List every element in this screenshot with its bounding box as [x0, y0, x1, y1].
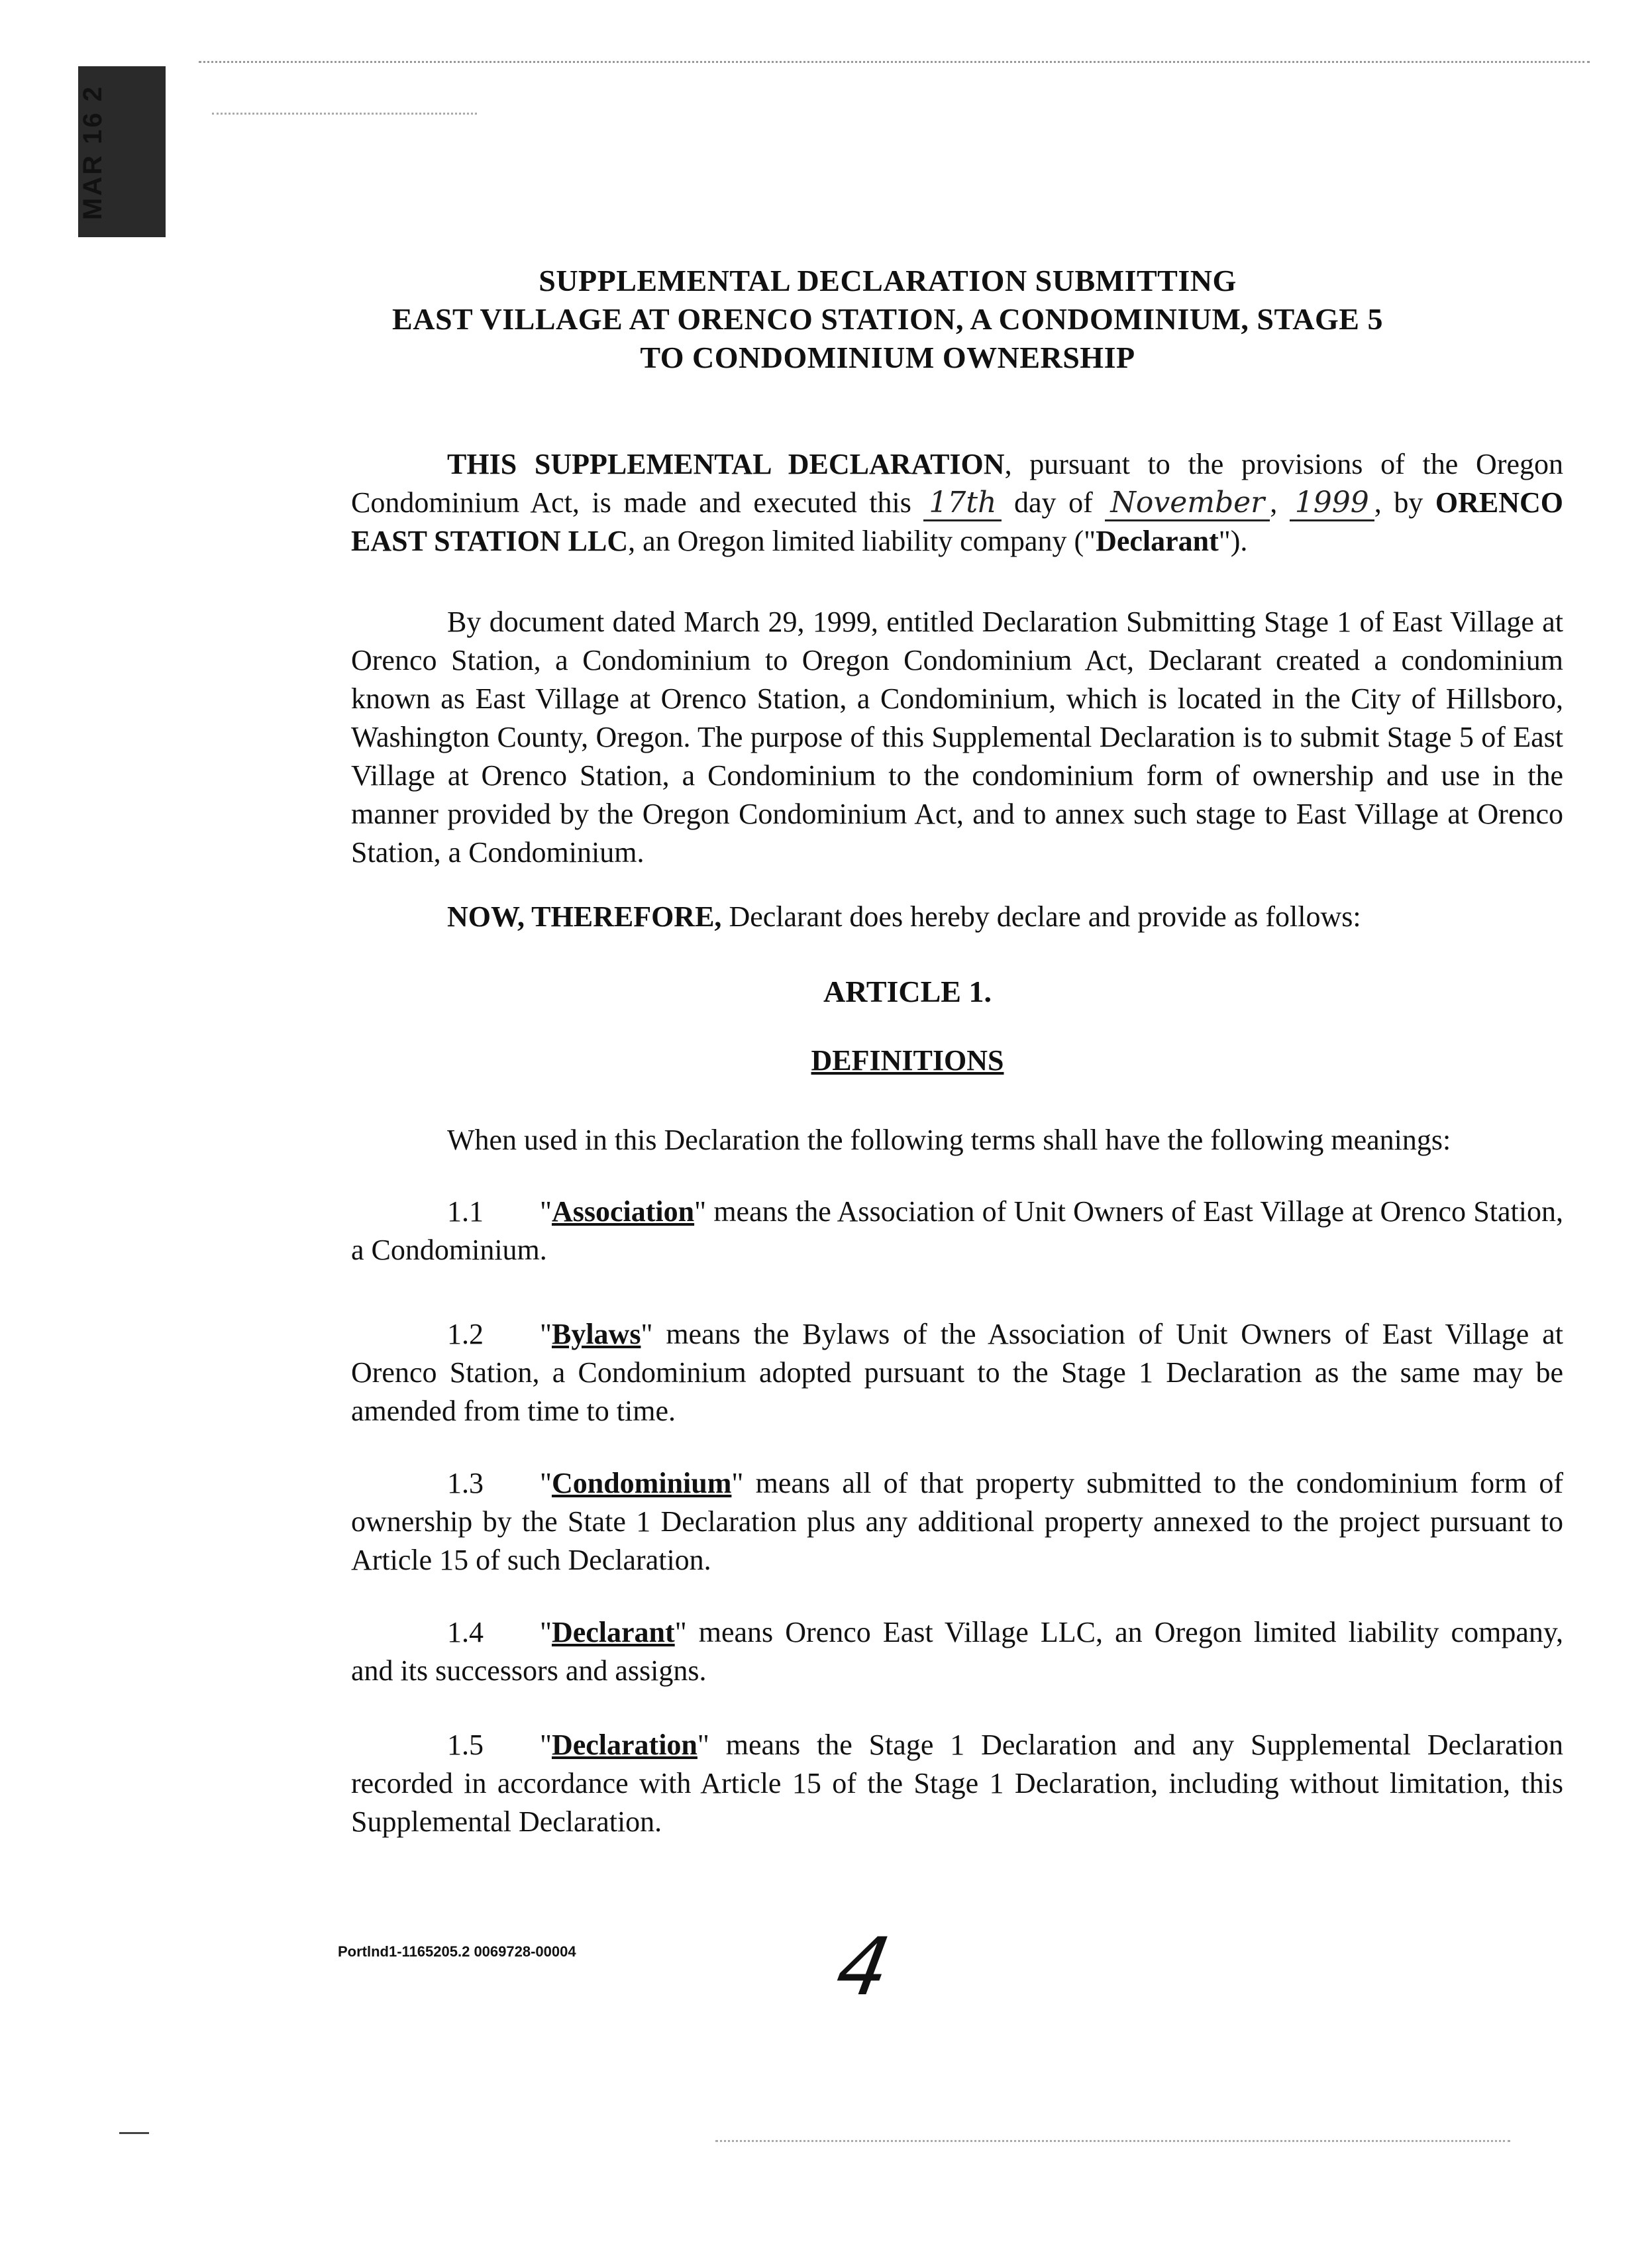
definition-text: " means the Bylaws of the Association of Unit Owners of East Village at Orenco Station, a Condominium adopted pursuant to the Stage 1 Declaration as the same may be amended from time to time.	[351, 1318, 1563, 1427]
title-line-2: EAST VILLAGE AT ORENCO STATION, A CONDOMINIUM, STAGE 5	[392, 302, 1383, 336]
intro-text-3: ,	[1270, 486, 1290, 519]
definition-item: 1.3 "Condominium" means all of that property submitted to the condominium form of ownership by the State 1 Declaration plus any additional property annexed to the project pursuant to Article 15 of such Declaration.	[351, 1464, 1563, 1580]
intro-text-4: , by	[1374, 486, 1435, 519]
intro-text-1: , pursuant to the provisions of the Oregon Condominium Act, is made and executed this	[351, 448, 1563, 519]
handwritten-page-number: 4	[829, 1921, 897, 2013]
declarant-term: Declarant	[1096, 525, 1219, 557]
definition-item: 1.2 "Bylaws" means the Bylaws of the Association of Unit Owners of East Village at Orenco Station, a Condominium adopted pursuant to the Stage 1 Declaration as the same may be amended from time to time.	[351, 1315, 1563, 1430]
definition-number: 1.4	[447, 1616, 484, 1648]
definition-text: " means Orenco East Village LLC, an Oregon limited liability company, and its successors and assigns.	[351, 1616, 1563, 1687]
definition-item: 1.5 "Declaration" means the Stage 1 Declaration and any Supplemental Declaration recorded in accordance with Article 15 of the Stage 1 Declaration, including without limitation, this Supplemental Declaration.	[351, 1726, 1563, 1841]
definition-item: 1.1 "Association" means the Association of Unit Owners of East Village at Orenco Station, a Condominium.	[351, 1193, 1563, 1269]
handwritten-day: 17th	[923, 486, 1002, 521]
scan-artifact-top	[199, 61, 1590, 76]
company-name: ORENCO EAST STATION LLC	[351, 486, 1564, 557]
handwritten-year: 1999	[1290, 486, 1374, 521]
definition-number: 1.5	[447, 1729, 484, 1761]
definition-term: Association	[551, 1195, 695, 1228]
intro-text-2: day of	[1002, 486, 1106, 519]
article-heading: ARTICLE 1.	[823, 975, 992, 1008]
intro-text-5: , an Oregon limited liability company ("	[628, 525, 1096, 557]
definition-term: Bylaws	[551, 1318, 641, 1350]
definition-text: " means the Stage 1 Declaration and any Supplemental Declaration recorded in accordance with Article 15 of the Stage 1 Declaration, including without limitation, this Supplemental Declaration.	[351, 1729, 1563, 1838]
intro-paragraph	[351, 445, 1563, 561]
intro-lead: THIS SUPPLEMENTAL DECLARATION	[447, 448, 1005, 480]
scan-artifact-bottom	[715, 2140, 1510, 2142]
definition-term: Declaration	[551, 1729, 697, 1761]
definition-number: 1.2	[447, 1318, 484, 1350]
intro-text-6: ").	[1218, 525, 1248, 557]
scan-artifact-top-2	[212, 113, 477, 121]
scan-artifact-bottom-left	[119, 2132, 149, 2134]
definition-text: " means the Association of Unit Owners of East Village at Orenco Station, a Condominium.	[351, 1195, 1563, 1266]
title-line-3: TO CONDOMINIUM OWNERSHIP	[640, 341, 1135, 374]
definitions-heading: DEFINITIONS	[811, 1044, 1004, 1077]
definition-item: 1.4 "Declarant" means Orenco East Village LLC, an Oregon limited liability company, and its successors and assigns.	[351, 1613, 1563, 1690]
title-line-1: SUPPLEMENTAL DECLARATION SUBMITTING	[539, 264, 1237, 297]
definition-number: 1.1	[447, 1195, 484, 1228]
background-paragraph: By document dated March 29, 1999, entitled Declaration Submitting Stage 1 of East Village at Orenco Station, a Condominium to Oregon Condominium Act, Declarant created a condominium known as East Village at Orenco Station, a Condominium, which is located in the City of Hillsboro, Washington County, Oregon. The purpose of this Supplemental Declaration is to submit Stage 5 of East Village at Orenco Station, a Condominium to the condominium form of ownership and use in the manner provided by the Oregon Condominium Act, and to annex such stage to East Village at Orenco Station, a Condominium.	[351, 606, 1563, 869]
now-therefore-text: Declarant does hereby declare and provide as follows:	[721, 900, 1361, 933]
now-therefore-lead: NOW, THEREFORE,	[447, 900, 722, 933]
definition-term: Condominium	[551, 1467, 732, 1499]
when-used-paragraph: When used in this Declaration the following terms shall have the following meanings:	[447, 1124, 1451, 1156]
definition-number: 1.3	[447, 1467, 484, 1499]
now-therefore-paragraph	[351, 898, 1563, 936]
document-code: Portlnd1-1165205.2 0069728-00004	[338, 1943, 576, 1960]
recording-stamp: MAR 16 2	[78, 84, 107, 221]
handwritten-month: November	[1105, 486, 1270, 521]
definition-text: " means all of that property submitted to the condominium form of ownership by the State 1 Declaration plus any additional property annexed to the project pursuant to Article 15 of such Declaration.	[351, 1467, 1563, 1576]
document-title	[311, 262, 1464, 377]
definition-term: Declarant	[551, 1616, 675, 1648]
